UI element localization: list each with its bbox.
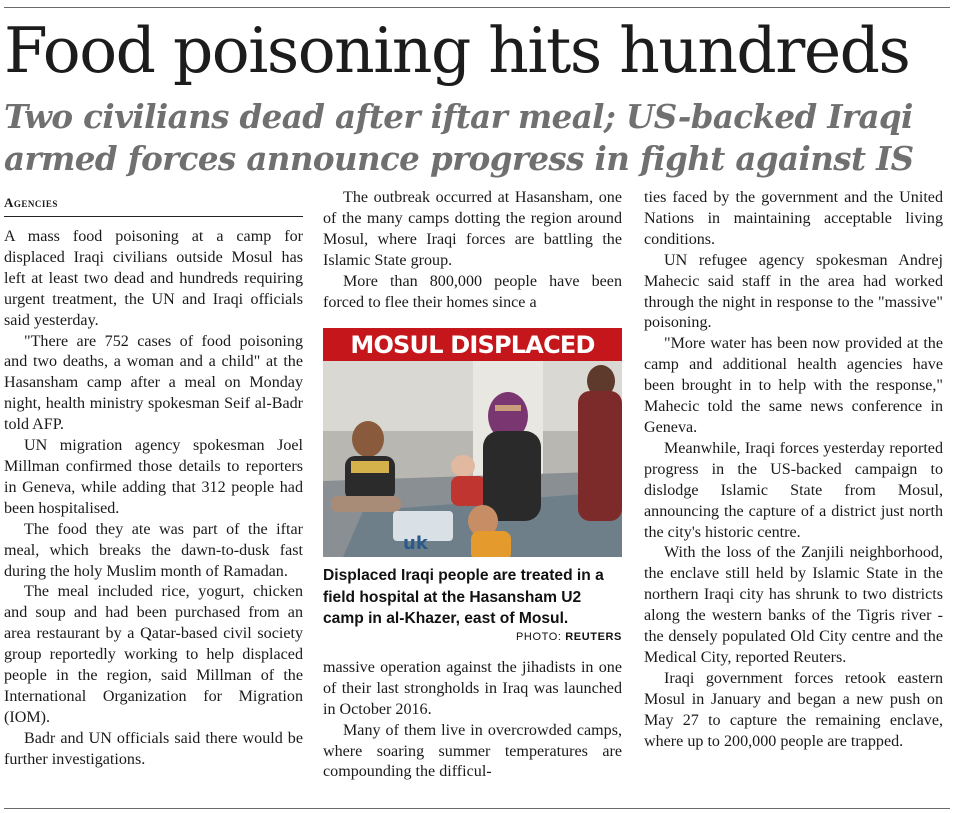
news-photo [323, 361, 622, 557]
column-1 [4, 188, 303, 771]
paragraph: Meanwhile, Iraqi forces yesterday reported progress in the US-backed campaign to dislodge Islamic State from Mosul, announcing the capture of a district just north the city's historic centre. [644, 439, 943, 541]
paragraph: ties faced by the government and the United Nations in maintaining acceptable living conditions. [644, 189, 943, 248]
credit-prefix: PHOTO: [516, 630, 562, 643]
paragraph: The outbreak occurred at Hasansham, one of the many camps dotting the region around Mosul, where Iraqi forces are battling the Islamic State group. [323, 189, 622, 269]
photo-illustration [323, 361, 622, 557]
paragraph: UN migration agency spokesman Joel Millman confirmed those details to reporters in Geneva, while adding that 312 people had been hospitalised. [4, 437, 303, 517]
photo-caption: Displaced Iraqi people are treated in a field hospital at the Hasansham U2 camp in al-Khazer, east of Mosul. [323, 567, 604, 628]
paragraph: "More water has been now provided at the camp and additional health agencies have been brought in to help with the response," Mahecic told the same news conference in Geneva. [644, 335, 943, 436]
top-rule [4, 7, 950, 8]
paragraph: With the loss of the Zanjili neighborhood, the enclave still held by Islamic State in the northern Iraqi city has shrunk to two districts along the western banks of the Tigris river - the densely populated Old City centre and the Medical City, reported Reuters. [644, 544, 943, 666]
paragraph: More than 800,000 people have been forced to flee their homes since a [323, 272, 622, 311]
photo-box [323, 328, 622, 644]
photo-label: MOSUL DISPLACED [323, 328, 622, 361]
headline: Food poisoning hits hundreds [4, 14, 910, 87]
photo-credit [323, 630, 622, 644]
paragraph: UN refugee agency spokesman Andrej Mahecic said staff in the area had worked through the night in response to the "massive" poisoning. [644, 251, 943, 332]
bottom-rule [4, 808, 950, 809]
paragraph: Iraqi government forces retook eastern Mosul in January and began a new push on May 27 to capture the remaining enclave, where up to 200,000 people are trapped. [644, 669, 943, 750]
byline: Agencies [4, 188, 303, 217]
paragraph: The food they ate was part of the iftar meal, which breaks the dawn-to-dusk fast during the holy Muslim month of Ramadan. [4, 520, 303, 580]
credit-source: REUTERS [565, 630, 622, 643]
paragraph: The meal included rice, yogurt, chicken and soup and had been purchased from an area restaurant by a Qatar-based civil society group reportedly working to help displaced people in the region, said Millman of the International Organization for Migration (IOM). [4, 583, 303, 726]
paragraph: massive operation against the jihadists in one of their last strongholds in Iraq was launched in October 2016. [323, 658, 622, 718]
column-2 [323, 188, 622, 783]
paragraph: Many of them live in overcrowded camps, where soaring summer temperatures are compounding the difficul- [323, 721, 622, 781]
paragraph: A mass food poisoning at a camp for displaced Iraqi civilians outside Mosul has left at least two dead and hundreds requiring urgent treatment, the UN and Iraqi officials said yesterday. [4, 228, 303, 329]
subheadline: Two civilians dead after iftar meal; US-backed Iraqi armed forces announce progress in fight against IS [4, 97, 914, 178]
paragraph: "There are 752 cases of food poisoning and two deaths, a woman and a child" at the Hasansham camp after a meal on Monday night, health ministry spokesman Seif al-Badr told AFP. [4, 332, 303, 434]
paragraph: Badr and UN officials said there would be further investigations. [4, 729, 303, 768]
svg-text:uk: uk [403, 533, 428, 555]
column-3 [644, 188, 943, 752]
